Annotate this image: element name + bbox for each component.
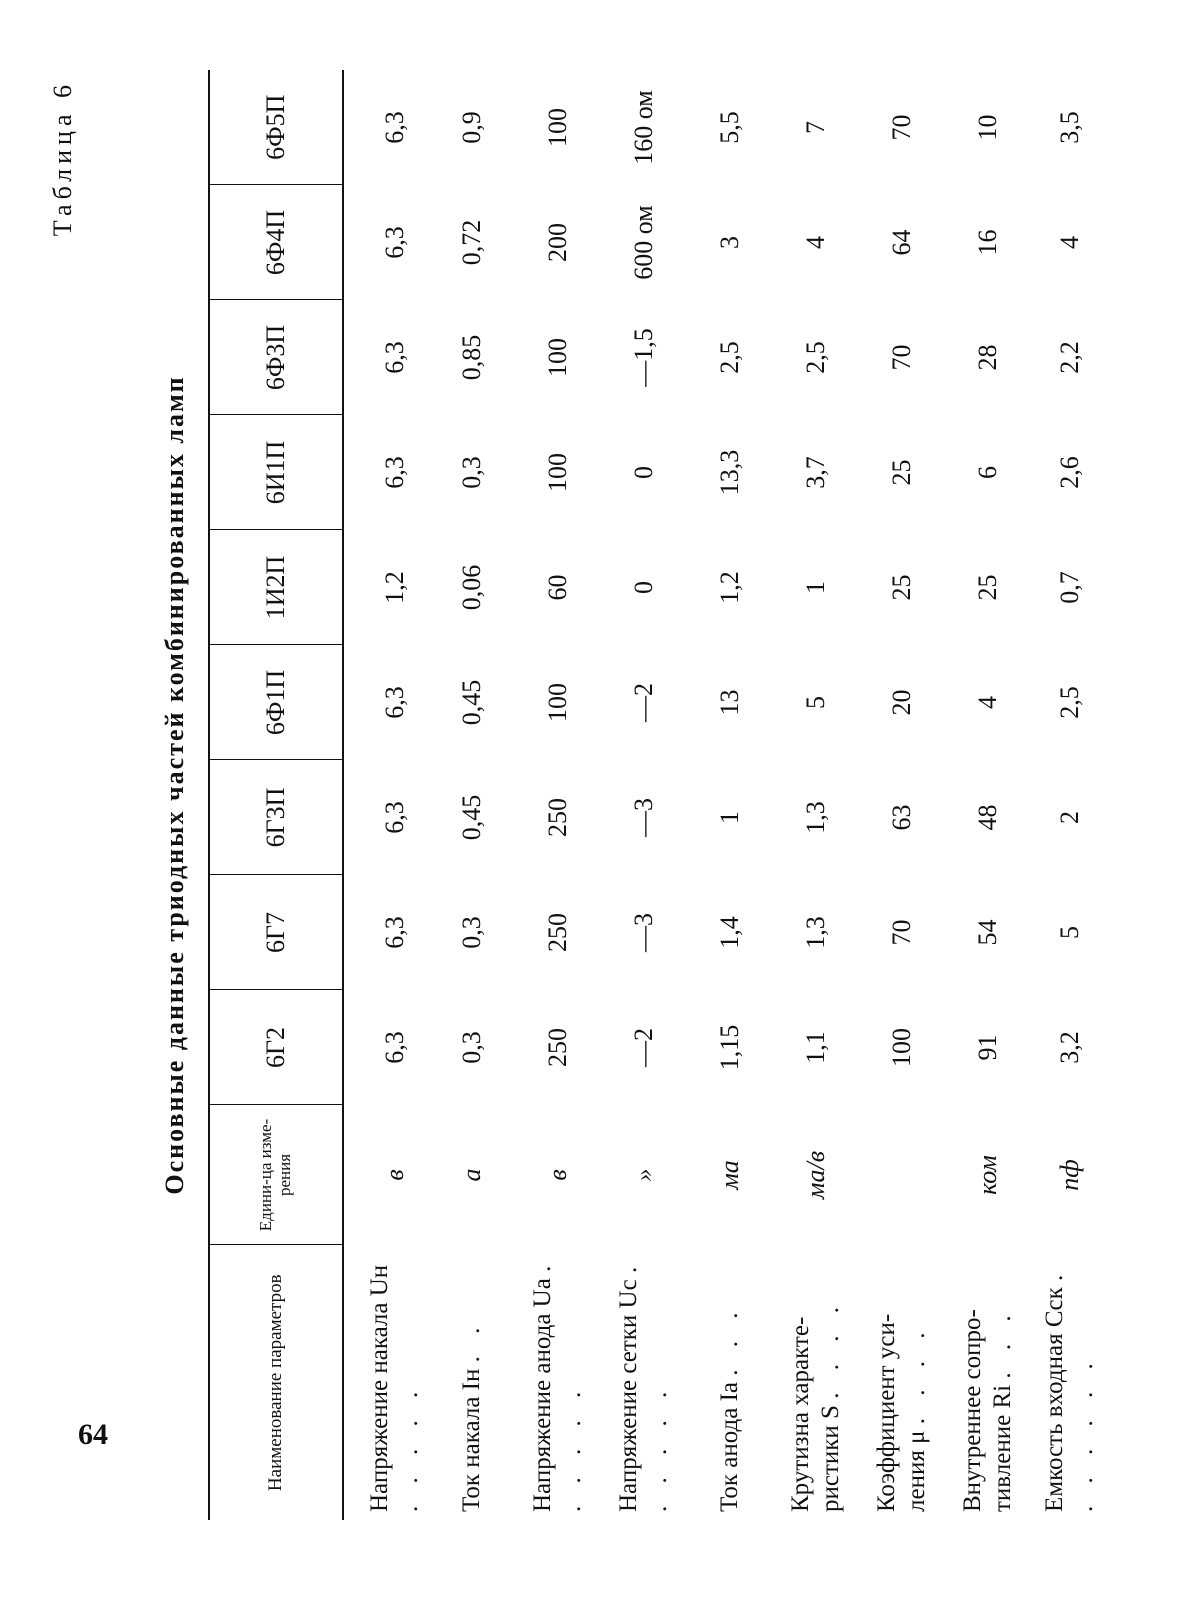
value-cell: 6,3 [380,686,409,719]
value-cell: 600 ом [629,205,658,280]
value-cell: 3 [715,236,744,249]
value-cell: 6,3 [380,341,409,374]
value-cell: 0,9 [457,111,486,144]
table-body [343,70,1117,1520]
value-cell: 6,3 [380,456,409,489]
value-cell: 25 [887,574,916,601]
value-cell: 6 [973,466,1002,479]
value-cell: 1,3 [801,801,830,834]
value-cell: 1,2 [715,571,744,604]
value-cell: 100 [543,683,572,722]
value-cell: 70 [887,344,916,371]
parameter-name-text: Крутизна характе-ристики S [787,1316,844,1512]
table-header-row [209,70,343,1520]
dot-leader: . . . . . . [529,1257,586,1512]
header-tube: 6Г7 [209,875,343,990]
value-cell: 0,3 [457,1031,486,1064]
parameter-name [945,1245,1031,1520]
value-cell: 64 [887,229,916,256]
value-cell: 28 [973,344,1002,371]
value-cell: 5 [801,696,830,709]
table-row [687,70,773,1520]
value-cell: 5,5 [715,111,744,144]
value-cell: 3,7 [801,456,830,489]
value-cell: 3,2 [1054,1031,1084,1064]
value-cell: 0,45 [457,794,486,841]
dot-leader: . . . . [903,1324,930,1425]
value-cell: 0,06 [457,564,486,611]
table-row [515,70,601,1520]
value-cell: 1,15 [715,1024,744,1071]
value-cell: 48 [973,804,1002,831]
parameter-name-text: Ток анода Iа [716,1381,743,1512]
value-cell: 20 [887,689,916,716]
table-row [1031,70,1117,1520]
table-row [343,70,429,1520]
parameter-name [515,1245,601,1520]
value-cell: 70 [887,114,916,141]
rotated-page-content [40,80,1098,1520]
value-cell: 160 ом [629,90,658,165]
table-row [429,70,515,1520]
value-cell: 1,2 [380,571,409,604]
header-tube: 1И2П [209,530,343,645]
unit-cell: ма [715,1160,744,1190]
table-title: Основные данные триодных частей комбинированных ламп [160,375,189,1195]
unit-cell: ком [973,1155,1002,1195]
value-cell: 1 [801,581,830,594]
value-cell: 1,3 [801,916,830,949]
unit-cell: а [457,1168,486,1182]
parameter-name [1031,1245,1117,1520]
table-row [945,70,1031,1520]
dot-leader: . . . . . . . [1040,1266,1098,1512]
parameter-name-text: Внутреннее сопро-тивление Ri [959,1309,1016,1512]
value-cell: 54 [973,919,1002,946]
page-number: 64 [78,1418,108,1451]
parameter-name-text: Коэффициент уси-ления μ [873,1313,930,1512]
header-param: Наименование параметров [265,1274,287,1492]
parameter-name-text: Ток накала Iн [458,1368,485,1512]
value-cell: 0,45 [457,679,486,726]
value-cell: 100 [887,1028,916,1067]
dot-leader: . . . . . . [615,1258,672,1512]
unit-cell [859,1105,945,1245]
parameter-name [859,1245,945,1520]
header-tube: 6Ф5П [209,70,343,185]
value-cell: 2,2 [1054,341,1084,374]
header-tube: 6Г2 [209,990,343,1105]
parameter-name [773,1245,859,1520]
value-cell: —1,5 [629,328,658,387]
value-cell: 4 [1054,236,1084,249]
value-cell: 70 [887,919,916,946]
table-row [859,70,945,1520]
header-tube: 6И1П [209,415,343,530]
value-cell: —2 [629,1028,658,1067]
value-cell: 7 [801,121,830,134]
value-cell: 2,5 [1054,686,1084,719]
value-cell: 1 [715,811,744,824]
header-unit: Едини-ца изме-рения [209,1105,343,1245]
value-cell: 13,3 [715,449,744,496]
value-cell: 100 [543,453,572,492]
value-cell: 0,3 [457,916,486,949]
dot-leader: . . . . . [396,1383,423,1512]
parameter-name-text: Напряжение анода Uа [529,1278,556,1512]
value-cell: 0,3 [457,456,486,489]
dot-leader: . . . [716,1304,743,1376]
value-cell: 91 [973,1034,1002,1061]
value-cell: 6,3 [380,916,409,949]
value-cell: 100 [543,338,572,377]
table-label: Таблица 6 [48,80,77,237]
parameter-name-text: Емкость входная Cск [1040,1287,1068,1512]
value-cell: 4 [801,236,830,249]
value-cell: 2,5 [801,341,830,374]
value-cell: 250 [543,913,572,952]
header-tube: 6Г3П [209,760,343,875]
table-row [773,70,859,1520]
value-cell: 2,5 [715,341,744,374]
value-cell: 0 [629,581,658,594]
value-cell: 100 [543,108,572,147]
value-cell: 4 [973,696,1002,709]
value-cell: 200 [543,223,572,262]
table-row [601,70,687,1520]
value-cell: 6,3 [380,226,409,259]
header-tube: 6Ф3П [209,300,343,415]
value-cell: 2,6 [1054,456,1084,489]
parameter-name [601,1245,687,1520]
value-cell: 5 [1054,926,1084,939]
value-cell: 13 [715,689,744,716]
unit-cell: » [629,1168,658,1182]
value-cell: 1,4 [715,916,744,949]
value-cell: 250 [543,1028,572,1067]
value-cell: —2 [629,683,658,722]
value-cell: 250 [543,798,572,837]
value-cell: 25 [887,459,916,486]
unit-cell: в [543,1169,572,1181]
parameter-name [429,1245,515,1520]
value-cell: 10 [973,114,1002,141]
value-cell: 0 [629,466,658,479]
value-cell: 1,1 [801,1031,830,1064]
value-cell: 16 [973,229,1002,256]
unit-cell: в [380,1169,409,1181]
header-tube: 6Ф4П [209,185,343,300]
parameter-name-text: Напряжение накала Uн [366,1264,393,1512]
value-cell: 6,3 [380,111,409,144]
parameter-name-text: Напряжение сетки Uс [615,1279,642,1512]
header-tube: 6Ф1П [209,645,343,760]
unit-cell: ма/в [801,1150,830,1200]
value-cell: 63 [887,804,916,831]
dot-leader: . . . [989,1307,1016,1379]
value-cell: —3 [629,913,658,952]
dot-leader: . . [458,1319,485,1363]
value-cell: 0,85 [457,334,486,381]
value-cell: 3,5 [1054,111,1084,144]
parameter-name [343,1245,429,1520]
dot-leader: . . . . [817,1299,844,1399]
value-cell: —3 [629,798,658,837]
parameter-name [687,1245,773,1520]
lamp-data-table [208,70,1117,1520]
value-cell: 60 [543,574,572,601]
value-cell: 6,3 [380,801,409,834]
value-cell: 0,7 [1054,571,1084,604]
value-cell: 2 [1054,811,1084,824]
unit-cell: пф [1054,1159,1084,1191]
value-cell: 0,72 [457,219,486,266]
value-cell: 6,3 [380,1031,409,1064]
value-cell: 25 [973,574,1002,601]
